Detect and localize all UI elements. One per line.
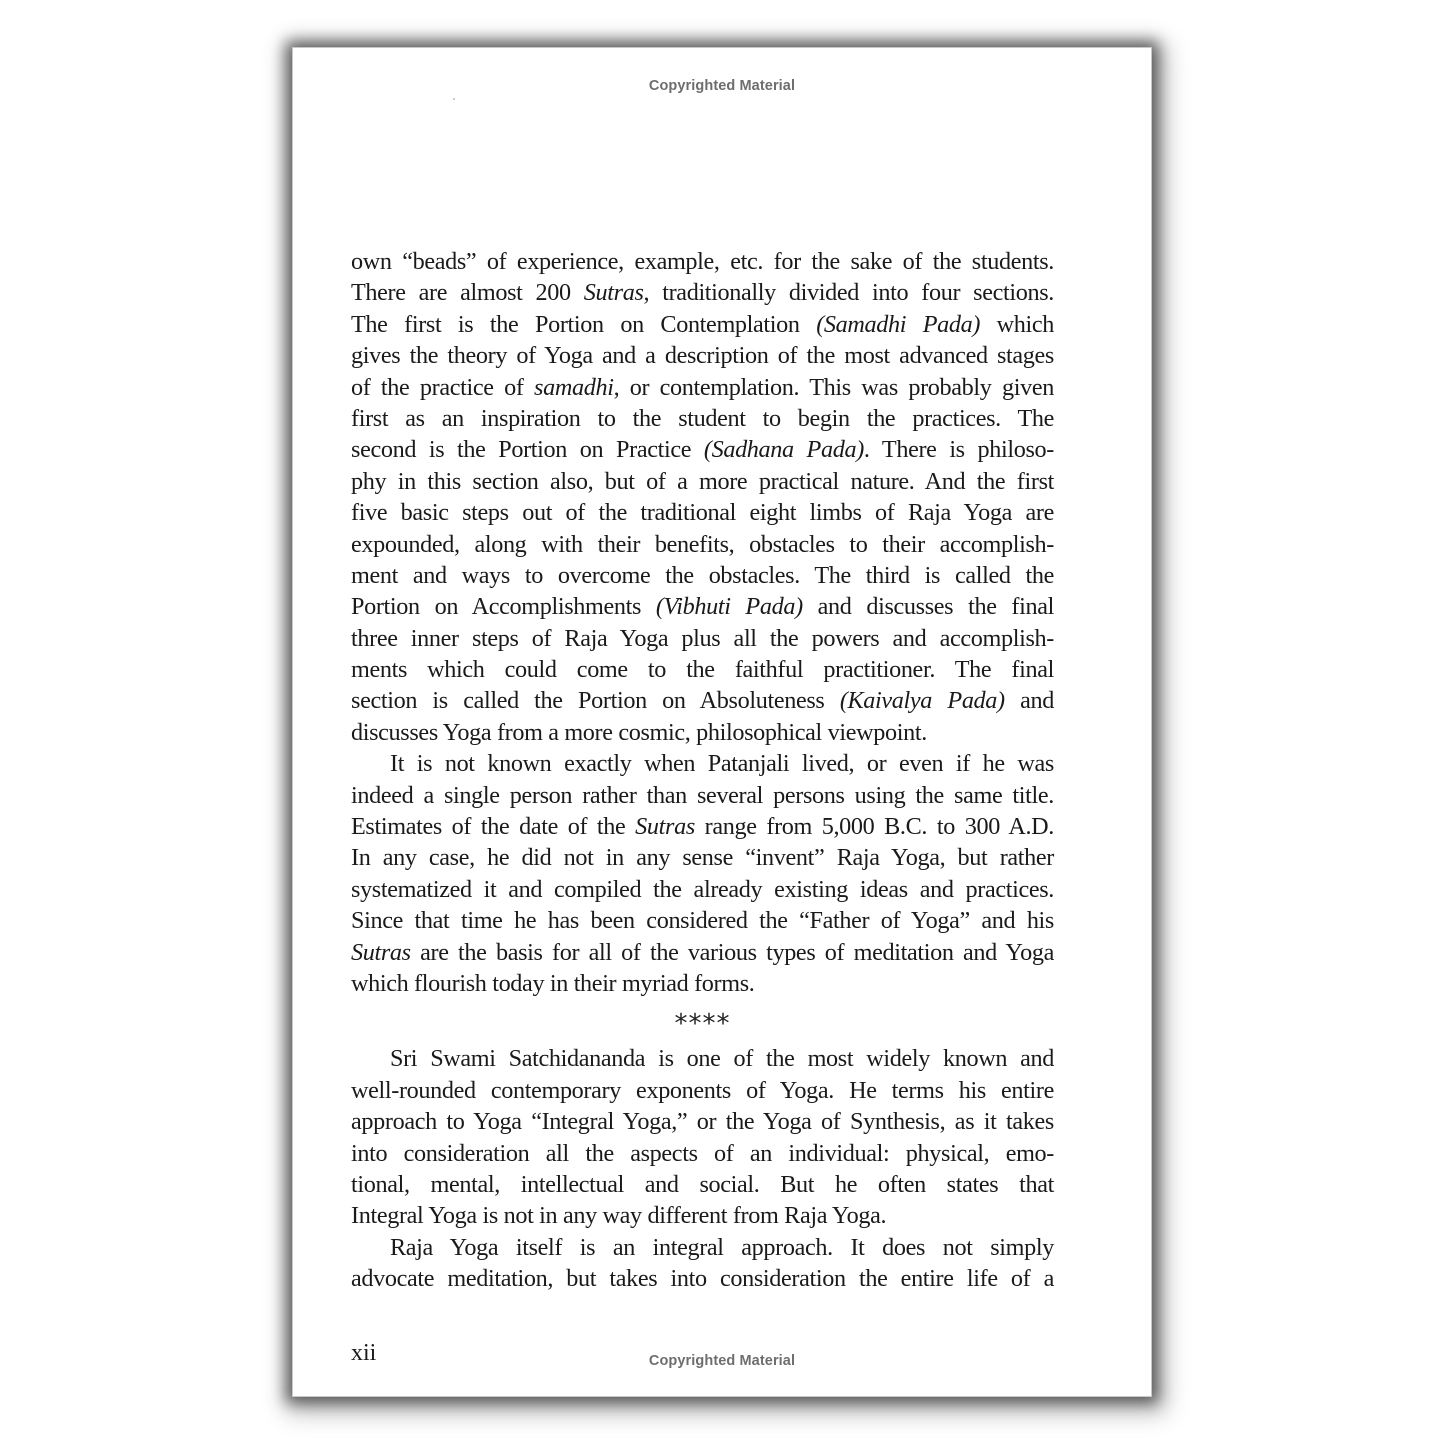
paragraph-2 bbox=[351, 748, 1054, 999]
text-line bbox=[351, 1232, 1054, 1263]
text-run: There are almost 200 bbox=[351, 279, 584, 307]
text-line bbox=[351, 905, 1054, 936]
text-run: are the basis for all of the various types of meditation and Yoga bbox=[410, 938, 1054, 966]
text-line bbox=[351, 654, 1054, 685]
text-line bbox=[351, 403, 1054, 434]
text-run: and discusses the final bbox=[802, 593, 1054, 621]
text-line bbox=[351, 874, 1054, 905]
text-run: and bbox=[1004, 687, 1054, 715]
text-run: into consideration all the aspects of an individual: physical, emo- bbox=[351, 1139, 1054, 1167]
text-line bbox=[351, 434, 1054, 465]
text-run: Portion on Accomplishments bbox=[351, 593, 656, 621]
text-run: second is the Portion on Practice bbox=[351, 436, 704, 464]
text-run: section is called the Portion on Absoluteness bbox=[351, 687, 840, 715]
italic-term: Sutras bbox=[583, 279, 644, 307]
text-run: It is not known exactly when Patanjali lived, or even if he was bbox=[390, 750, 1054, 778]
text-line bbox=[351, 1075, 1054, 1106]
text-run: range from 5,000 B.C. to 300 A.D. bbox=[694, 813, 1054, 841]
text-run: approach to Yoga “Integral Yoga,” or the Yoga of Synthesis, as it takes bbox=[351, 1108, 1054, 1136]
paragraph-1 bbox=[351, 246, 1054, 748]
text-run: . There is philoso- bbox=[863, 436, 1054, 464]
text-line bbox=[351, 1043, 1054, 1074]
text-run: Estimates of the date of the bbox=[351, 813, 636, 841]
section-separator: **** bbox=[674, 1009, 731, 1040]
text-line bbox=[351, 685, 1054, 716]
text-line bbox=[351, 591, 1054, 622]
text-line bbox=[351, 780, 1054, 811]
text-run: gives the theory of Yoga and a description of the most advanced stages bbox=[351, 342, 1054, 370]
text-line bbox=[351, 623, 1054, 654]
text-line bbox=[351, 1106, 1054, 1137]
page-body bbox=[351, 246, 1054, 1295]
text-line bbox=[351, 968, 1054, 999]
scan-speck bbox=[453, 98, 455, 100]
italic-term: samadhi bbox=[534, 373, 614, 401]
text-line bbox=[351, 842, 1054, 873]
text-line bbox=[351, 529, 1054, 560]
italic-term: (Samadhi Pada) bbox=[816, 310, 981, 338]
italic-term: (Sadhana Pada) bbox=[703, 436, 864, 464]
text-run: tional, mental, intellectual and social. But he often states that bbox=[351, 1170, 1054, 1198]
text-run: , traditionally divided into four sections. bbox=[643, 279, 1054, 307]
text-line bbox=[351, 1200, 1054, 1231]
text-run: The first is the Portion on Contemplation bbox=[351, 310, 817, 338]
italic-term: (Kaivalya Pada) bbox=[839, 687, 1005, 715]
paragraph-4 bbox=[351, 1232, 1054, 1295]
text-run: advocate meditation, but takes into consideration the entire life of a bbox=[351, 1265, 1054, 1293]
page-number: xii bbox=[351, 1340, 377, 1366]
text-run: phy in this section also, but of a more practical nature. And the first bbox=[351, 467, 1054, 495]
text-line bbox=[351, 811, 1054, 842]
text-run: three inner steps of Raja Yoga plus all the powers and accomplish- bbox=[351, 624, 1054, 652]
text-line bbox=[351, 497, 1054, 528]
text-line bbox=[351, 277, 1054, 308]
text-run: first as an inspiration to the student to begin the practices. The bbox=[351, 404, 1054, 432]
text-line bbox=[351, 1138, 1054, 1169]
text-line bbox=[351, 372, 1054, 403]
text-line bbox=[351, 340, 1054, 371]
text-line bbox=[351, 309, 1054, 340]
text-run: expounded, along with their benefits, obstacles to their accomplish- bbox=[351, 530, 1054, 558]
footer-watermark: Copyrighted Material bbox=[648, 1353, 796, 1369]
text-run: five basic steps out of the traditional eight limbs of Raja Yoga are bbox=[351, 499, 1054, 527]
paragraph-3 bbox=[351, 1043, 1054, 1231]
text-run: Raja Yoga itself is an integral approach. It does not simply bbox=[390, 1233, 1054, 1261]
text-line bbox=[351, 1169, 1054, 1200]
text-line bbox=[351, 717, 1054, 748]
italic-term: (Vibhuti Pada) bbox=[655, 593, 803, 621]
text-run: indeed a single person rather than several persons using the same title. bbox=[351, 781, 1054, 809]
text-line bbox=[351, 1263, 1054, 1294]
text-run: ments which could come to the faithful practitioner. The final bbox=[351, 656, 1054, 684]
text-run: own “beads” of experience, example, etc. for the sake of the students. bbox=[351, 248, 1054, 275]
text-line bbox=[351, 246, 1054, 277]
text-run: Sri Swami Satchidananda is one of the most widely known and bbox=[390, 1045, 1054, 1073]
text-run: systematized it and compiled the already existing ideas and practices. bbox=[351, 875, 1054, 903]
text-run: Since that time he has been considered the “Father of Yoga” and his bbox=[351, 907, 1054, 935]
text-run: which flourish today in their myriad forms. bbox=[351, 969, 755, 997]
text-run: In any case, he did not in any sense “invent” Raja Yoga, but rather bbox=[351, 844, 1054, 872]
text-line bbox=[351, 466, 1054, 497]
header-watermark: Copyrighted Material bbox=[648, 78, 796, 94]
text-line bbox=[351, 748, 1054, 779]
text-run: which bbox=[980, 310, 1055, 338]
text-run: , or contemplation. This was probably given bbox=[613, 373, 1054, 401]
italic-term: Sutras bbox=[635, 813, 695, 841]
text-run: discusses Yoga from a more cosmic, philosophical viewpoint. bbox=[351, 718, 927, 746]
text-run: well-rounded contemporary exponents of Yoga. He terms his entire bbox=[351, 1076, 1054, 1104]
italic-term: Sutras bbox=[351, 938, 411, 966]
text-line bbox=[351, 937, 1054, 968]
text-run: Integral Yoga is not in any way different from Raja Yoga. bbox=[351, 1202, 887, 1230]
text-run: ment and ways to overcome the obstacles. The third is called the bbox=[351, 561, 1054, 589]
text-run: of the practice of bbox=[351, 373, 535, 401]
book-page bbox=[292, 47, 1152, 1397]
text-line bbox=[351, 560, 1054, 591]
